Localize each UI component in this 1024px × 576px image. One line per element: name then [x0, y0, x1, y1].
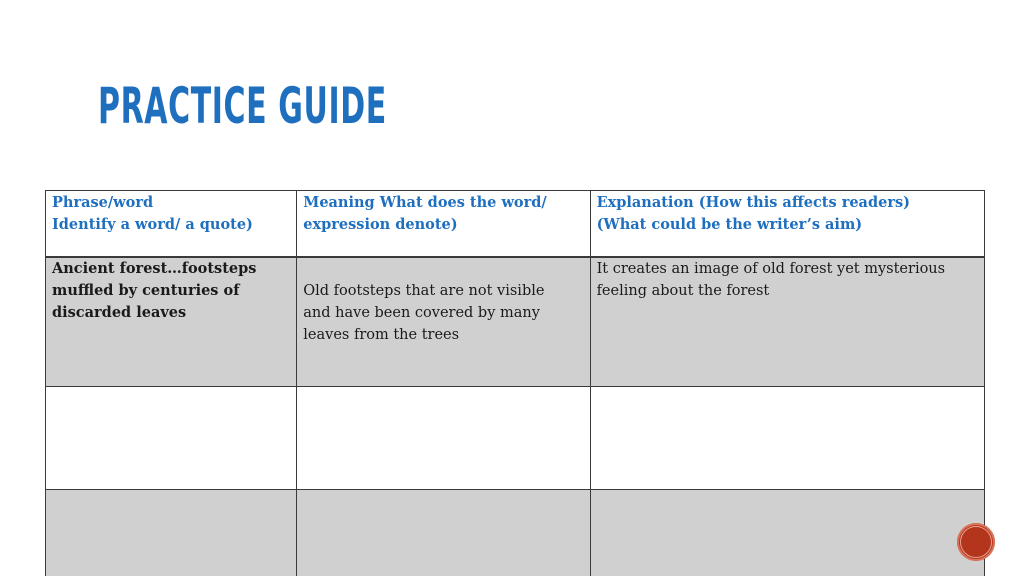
blank-line: [303, 258, 583, 280]
practice-table: [45, 190, 985, 576]
header-text: Meaning What does the word/: [303, 194, 547, 211]
cell-explanation[interactable]: [590, 387, 984, 490]
cell-phrase[interactable]: [46, 387, 297, 490]
header-text: Phrase/word: [52, 194, 154, 211]
cell-text: discarded leaves: [52, 304, 187, 321]
badge-ring-icon: [960, 526, 992, 558]
cell-explanation[interactable]: [590, 490, 984, 576]
header-cell-meaning: [297, 191, 590, 258]
table-row: [46, 387, 985, 490]
cell-text: leaves from the trees: [303, 327, 460, 343]
cell-text: Old footsteps that are not visible: [303, 283, 545, 299]
header-text: Identify a word/ a quote): [52, 216, 253, 233]
table-row: [46, 257, 985, 387]
header-cell-explanation: [590, 191, 984, 258]
cell-text: It creates an image of old forest yet mysterious: [596, 261, 946, 277]
cell-explanation: [590, 257, 984, 387]
cell-text: Ancient forest…footsteps: [52, 260, 257, 277]
table-row: [46, 490, 985, 576]
header-text: Explanation (How this affects readers): [596, 194, 910, 211]
cell-meaning: [297, 257, 590, 387]
header-text: (What could be the writer’s aim): [596, 216, 863, 233]
cell-meaning[interactable]: [297, 490, 590, 576]
header-cell-phrase: [46, 191, 297, 258]
header-text: expression denote): [303, 216, 458, 233]
cell-text: and have been covered by many: [303, 305, 540, 321]
cell-phrase[interactable]: [46, 490, 297, 576]
cell-text: feeling about the forest: [596, 283, 770, 299]
table-header-row: [46, 191, 985, 258]
cell-text: muffled by centuries of: [52, 282, 240, 299]
cell-phrase: [46, 257, 297, 387]
cell-meaning[interactable]: [297, 387, 590, 490]
page-title: PRACTICE GUIDE: [98, 77, 387, 135]
